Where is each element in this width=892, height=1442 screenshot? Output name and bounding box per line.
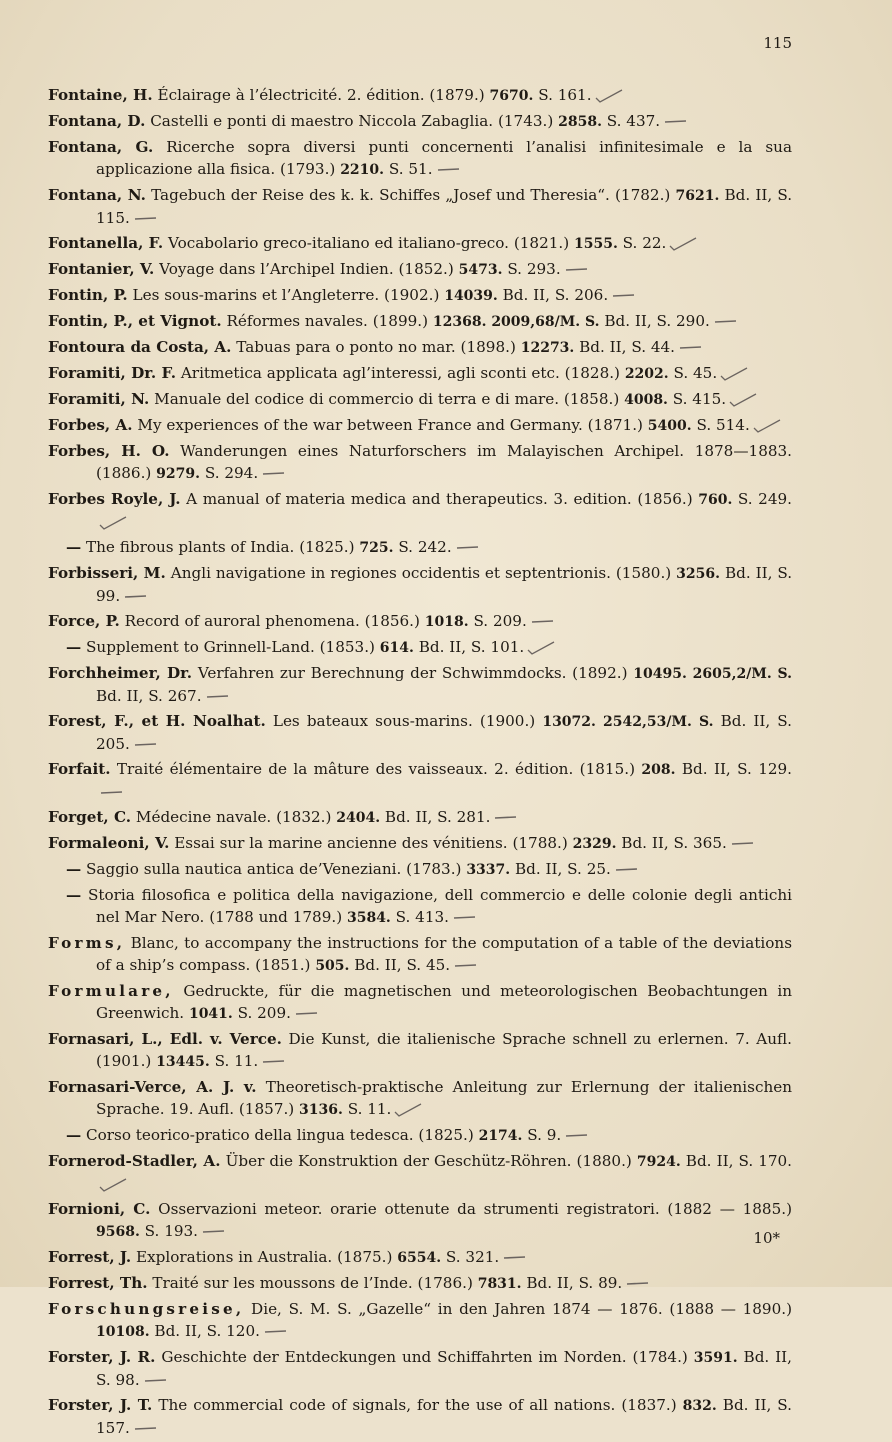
entry-shelfmark: 1018. [424,614,469,630]
entry-title: Supplement to Grinnell-Land. (1853.) [86,638,375,656]
pencil-dash-icon [729,837,759,851]
entry-shelfmark: 10495. 2605,2/M. S. [633,666,793,682]
pencil-check-icon [98,1178,128,1192]
pencil-check-icon [728,393,758,407]
entry-shelfmark: 3256. [676,566,720,582]
catalog-entry [48,232,792,255]
catalog-entry [48,1272,792,1295]
entry-title: Castelli e ponti di maestro Niccola Zabaglia. (1743.) [150,112,554,130]
catalog-entry [48,636,792,659]
entry-author: — [66,860,82,878]
entry-title: Angli navigatione in regiones occidentis et septentrionis. (1580.) [170,564,672,582]
entry-author: Fontana, D. [48,112,146,130]
entry-page-ref: Bd. II, S. 25. [514,860,611,878]
pencil-dash-icon [501,1251,531,1265]
entry-shelfmark: 6554. [397,1250,442,1266]
entry-shelfmark: 7670. [489,88,534,104]
entry-shelfmark: 2404. [336,810,381,826]
entry-shelfmark: 725. [359,540,394,556]
entry-author: Fontana, N. [48,186,146,204]
pencil-dash-icon [662,115,692,129]
entry-author: Force, P. [48,612,120,630]
entry-page-ref: S. 249. [737,490,793,508]
pencil-dash-icon [451,911,481,925]
entry-shelfmark: 9279. [156,466,201,482]
catalog-entry [48,1150,792,1195]
pencil-check-icon [393,1103,423,1117]
catalog-entry [48,388,792,411]
entry-title: Voyage dans l’Archipel Indien. (1852.) [159,260,454,278]
entry-author: Forbes, H. O. [48,442,170,460]
entry-page-ref: Bd. II, S. 157. [96,1396,793,1437]
entry-title: Storia filosofica e politica della navigazione, dell commercio e delle colonie degli antichi nel Mar Nero. (1788 und 1789.) [88,886,793,926]
entry-page-ref: Bd. II, S. 89. [526,1274,623,1292]
catalog-entry [48,1394,792,1439]
entry-shelfmark: 2858. [558,114,602,130]
entry-list [48,84,792,1442]
entry-author: Fontana, G. [48,138,154,156]
catalog-entry [48,84,792,107]
pencil-dash-icon [142,1374,172,1388]
entry-shelfmark: 13072. 2542,53/M. S. [542,714,714,730]
entry-author: — [66,638,82,656]
entry-title: Traité élémentaire de la mâture des vaisseaux. 2. édition. (1815.) [116,760,635,778]
entry-shelfmark: 2174. [478,1128,523,1144]
entry-page-ref: S. 294. [204,464,259,482]
pencil-check-icon [719,367,749,381]
entry-shelfmark: 4008. [624,392,668,408]
pencil-check-icon [98,516,128,530]
entry-author: Forschungsreise, [48,1300,245,1318]
entry-page-ref: S. 293. [507,260,561,278]
entry-title: Gedruckte, für die magnetischen und meteorologischen Beobachtungen in Greenwich. [96,982,792,1022]
entry-title: Die, S. M. S. „Gazelle“ in den Jahren 1874 — 1876. (1888 — 1890.) [251,1300,792,1318]
entry-title: Essai sur la marine ancienne des vénitiens. (1788.) [174,834,568,852]
catalog-entry [48,884,792,929]
entry-title: Tagebuch der Reise des k. k. Schiffes „Josef und Theresia“. (1782.) [151,186,671,204]
entry-shelfmark: 760. [698,492,733,508]
entry-shelfmark: 12368. 2009,68/M. S. [432,314,600,330]
entry-page-ref: S. 193. [144,1222,199,1240]
entry-author: — [66,1126,82,1144]
page-number: 115 [763,34,792,52]
entry-title: Réformes navales. (1899.) [226,312,429,330]
entry-title: The fibrous plants of India. (1825.) [86,538,355,556]
entry-shelfmark: 3591. [693,1350,738,1366]
catalog-entry [48,662,792,707]
catalog-entry [48,1346,792,1391]
pencil-dash-icon [262,1325,292,1339]
entry-title: Theoretisch-praktische Anleitung zur Erlernung der italienischen Sprache. 19. Aufl. (1857.) [96,1078,793,1118]
catalog-entry [48,932,792,977]
entry-author: Fontoura da Costa, A. [48,338,232,356]
entry-title: Geschichte der Entdeckungen und Schiffahrten im Norden. (1784.) [161,1348,688,1366]
pencil-dash-icon [98,786,128,800]
pencil-dash-icon [452,959,482,973]
catalog-entry [48,258,792,281]
entry-page-ref: Bd. II, S. 205. [96,712,792,753]
entry-shelfmark: 832. [682,1398,717,1414]
catalog-entry [48,310,792,333]
catalog-entry [48,1124,792,1147]
entry-title: My experiences of the war between France and Germany. (1871.) [137,416,643,434]
entry-title: Vocabolario greco-italiano ed italiano-greco. (1821.) [168,234,570,252]
entry-page-ref: S. 11. [347,1100,392,1118]
entry-author: Fornioni, C. [48,1200,151,1218]
catalog-entry [48,110,792,133]
entry-author: — [66,886,82,904]
entry-author: Forster, J. R. [48,1348,156,1366]
entry-shelfmark: 9568. [96,1224,140,1240]
entry-title: Ricerche sopra diversi punti concernenti l’analisi infinitesimale e la sua applicazione alla fisica. (1793.) [96,138,793,178]
entry-shelfmark: 5400. [647,418,692,434]
entry-page-ref: S. 321. [445,1248,500,1266]
pencil-dash-icon [200,1225,230,1239]
catalog-entry [48,362,792,385]
entry-author: Forbes Royle, J. [48,490,181,508]
entry-page-ref: S. 413. [395,908,449,926]
entry-page-ref: Bd. II, S. 44. [579,338,676,356]
entry-shelfmark: 12273. [520,340,575,356]
entry-author: Forms, [48,934,126,952]
entry-page-ref: Bd. II, S. 170. [685,1152,793,1170]
catalog-entry [48,806,792,829]
entry-shelfmark: 505. [315,958,350,974]
pencil-dash-icon [563,263,593,277]
entry-title: Record of auroral phenomena. (1856.) [124,612,420,630]
pencil-dash-icon [624,1277,654,1291]
entry-title: Les bateaux sous-marins. (1900.) [272,712,536,730]
entry-author: Forest, F., et H. Noalhat. [48,712,266,730]
entry-page-ref: Bd. II, S. 129. [681,760,793,778]
entry-author: Forbisseri, M. [48,564,166,582]
catalog-entry [48,832,792,855]
pencil-dash-icon [260,467,290,481]
entry-author: Forget, C. [48,808,132,826]
catalog-entry [48,184,792,229]
entry-title: Wanderungen eines Naturforschers im Malayischen Archipel. 1878—1883. (1886.) [96,442,793,482]
entry-page-ref: S. 415. [672,390,727,408]
entry-author: Fontin, P. [48,286,128,304]
entry-title: Les sous-marins et l’Angleterre. (1902.) [132,286,440,304]
entry-shelfmark: 208. [641,762,676,778]
entry-page-ref: Bd. II, S. 120. [154,1322,260,1340]
entry-shelfmark: 3337. [466,862,511,878]
entry-author: Fornasari, L., Edl. v. Verce. [48,1030,282,1048]
catalog-entry [48,858,792,881]
pencil-dash-icon [454,541,484,555]
catalog-entry [48,758,792,803]
entry-author: Forster, J. T. [48,1396,153,1414]
catalog-entry [48,414,792,437]
entry-page-ref: Bd. II, S. 45. [354,956,451,974]
pencil-dash-icon [435,163,465,177]
entry-author: Fontanier, V. [48,260,155,278]
entry-page-ref: Bd. II, S. 115. [96,186,793,227]
catalog-entry [48,980,792,1025]
entry-shelfmark: 7831. [477,1276,522,1292]
entry-shelfmark: 14039. [444,288,498,304]
pencil-dash-icon [122,590,152,604]
entry-author: Formaleoni, V. [48,834,170,852]
entry-title: Traité sur les moussons de l’Inde. (1786.) [152,1274,473,1292]
entry-page-ref: Bd. II, S. 99. [96,564,793,605]
catalog-entry [48,1246,792,1269]
entry-author: Forrest, J. [48,1248,132,1266]
entry-title: Tabuas para o ponto no mar. (1898.) [236,338,516,356]
pencil-dash-icon [204,690,234,704]
entry-title: Saggio sulla nautica antica de’Veneziani. (1783.) [86,860,462,878]
catalog-entry [48,1298,792,1343]
signature-mark: 10* [753,1229,780,1247]
entry-author: Foramiti, Dr. F. [48,364,177,382]
pencil-dash-icon [712,315,742,329]
pencil-dash-icon [677,341,707,355]
entry-author: Forchheimer, Dr. [48,664,193,682]
pencil-dash-icon [613,863,643,877]
entry-page-ref: S. 161. [538,86,592,104]
entry-author: Forrest, Th. [48,1274,148,1292]
catalog-entry [48,1076,792,1121]
entry-shelfmark: 13445. [156,1054,210,1070]
pencil-check-icon [752,419,782,433]
entry-author: Forfait. [48,760,111,778]
entry-page-ref: S. 9. [527,1126,562,1144]
entry-page-ref: S. 209. [473,612,527,630]
entry-title: Médecine navale. (1832.) [135,808,332,826]
entry-title: Éclairage à l’électricité. 2. édition. (1879.) [157,86,485,104]
entry-shelfmark: 7924. [636,1154,681,1170]
entry-page-ref: S. 51. [388,160,433,178]
entry-shelfmark: 2202. [624,366,669,382]
entry-author: Fontaine, H. [48,86,153,104]
pencil-dash-icon [610,289,640,303]
pencil-dash-icon [260,1055,290,1069]
entry-title: Blanc, to accompany the instructions for the computation of a table of the deviations of a ship’s compass. (1851.) [96,934,793,974]
entry-page-ref: Bd. II, S. 290. [604,312,710,330]
entry-shelfmark: 2210. [340,162,385,178]
pencil-dash-icon [293,1007,323,1021]
entry-page-ref: S. 11. [214,1052,259,1070]
entry-page-ref: S. 22. [622,234,667,252]
pencil-dash-icon [492,811,522,825]
catalog-entry [48,136,792,181]
entry-page-ref: S. 437. [606,112,661,130]
entry-title: Manuale del codice di commercio di terra e di mare. (1858.) [154,390,620,408]
entry-shelfmark: 3136. [299,1102,343,1118]
pencil-check-icon [526,641,556,655]
entry-title: Corso teorico-pratico della lingua tedesca. (1825.) [86,1126,474,1144]
entry-shelfmark: 1555. [574,236,618,252]
entry-author: Forbes, A. [48,416,133,434]
entry-shelfmark: 614. [379,640,414,656]
pencil-check-icon [594,89,624,103]
entry-page-ref: S. 45. [673,364,718,382]
pencil-dash-icon [132,738,162,752]
entry-author: Fontin, P., et Vignot. [48,312,222,330]
entry-shelfmark: 10108. [96,1324,150,1340]
catalog-entry [48,536,792,559]
entry-shelfmark: 5473. [458,262,503,278]
pencil-check-icon [668,237,698,251]
entry-author: Fontanella, F. [48,234,164,252]
entry-page-ref: S. 514. [696,416,750,434]
entry-shelfmark: 3584. [346,910,391,926]
catalog-entry [48,284,792,307]
entry-title: Aritmetica applicata agl’interessi, agli sconti etc. (1828.) [180,364,620,382]
entry-page-ref: Bd. II, S. 101. [418,638,525,656]
entry-title: Explorations in Australia. (1875.) [136,1248,393,1266]
pencil-dash-icon [132,1422,162,1436]
entry-title: Osservazioni meteor. orarie ottenute da strumenti registratori. (1882 — 1885.) [158,1200,792,1218]
entry-author: Fornasari-Verce, A. J. v. [48,1078,257,1096]
entry-page-ref: Bd. II, S. 206. [502,286,609,304]
entry-title: The commercial code of signals, for the use of all nations. (1837.) [158,1396,677,1414]
entry-shelfmark: 2329. [572,836,617,852]
entry-shelfmark: 7621. [675,188,720,204]
pencil-dash-icon [529,615,559,629]
pencil-dash-icon [563,1129,593,1143]
pencil-dash-icon [132,212,162,226]
entry-shelfmark: 1041. [188,1006,233,1022]
catalog-entry [48,336,792,359]
entry-title: A manual of materia medica and therapeutics. 3. edition. (1856.) [186,490,693,508]
entry-title: Verfahren zur Berechnung der Schwimmdocks. (1892.) [197,664,628,682]
entry-author: Foramiti, N. [48,390,150,408]
entry-title: Über die Konstruktion der Geschütz-Röhren. (1880.) [225,1152,632,1170]
entry-author: Fornerod-Stadler, A. [48,1152,221,1170]
catalog-entry [48,562,792,607]
entry-author: — [66,538,82,556]
entry-page-ref: Bd. II, S. 365. [621,834,727,852]
entry-author: Formulare, [48,982,174,1000]
catalog-entry [48,1198,792,1243]
entry-title: Die Kunst, die italienische Sprache schnell zu erlernen. 7. Aufl. (1901.) [96,1030,792,1070]
entry-page-ref: Bd. II, S. 98. [96,1348,792,1389]
entry-page-ref: S. 209. [237,1004,291,1022]
catalog-entry [48,710,792,755]
entry-page-ref: Bd. II, S. 281. [384,808,491,826]
entry-page-ref: S. 242. [398,538,452,556]
catalog-entry [48,440,792,485]
catalog-entry [48,610,792,633]
catalog-entry [48,1028,792,1073]
catalog-entry [48,488,792,533]
entry-page-ref: Bd. II, S. 267. [96,687,202,705]
